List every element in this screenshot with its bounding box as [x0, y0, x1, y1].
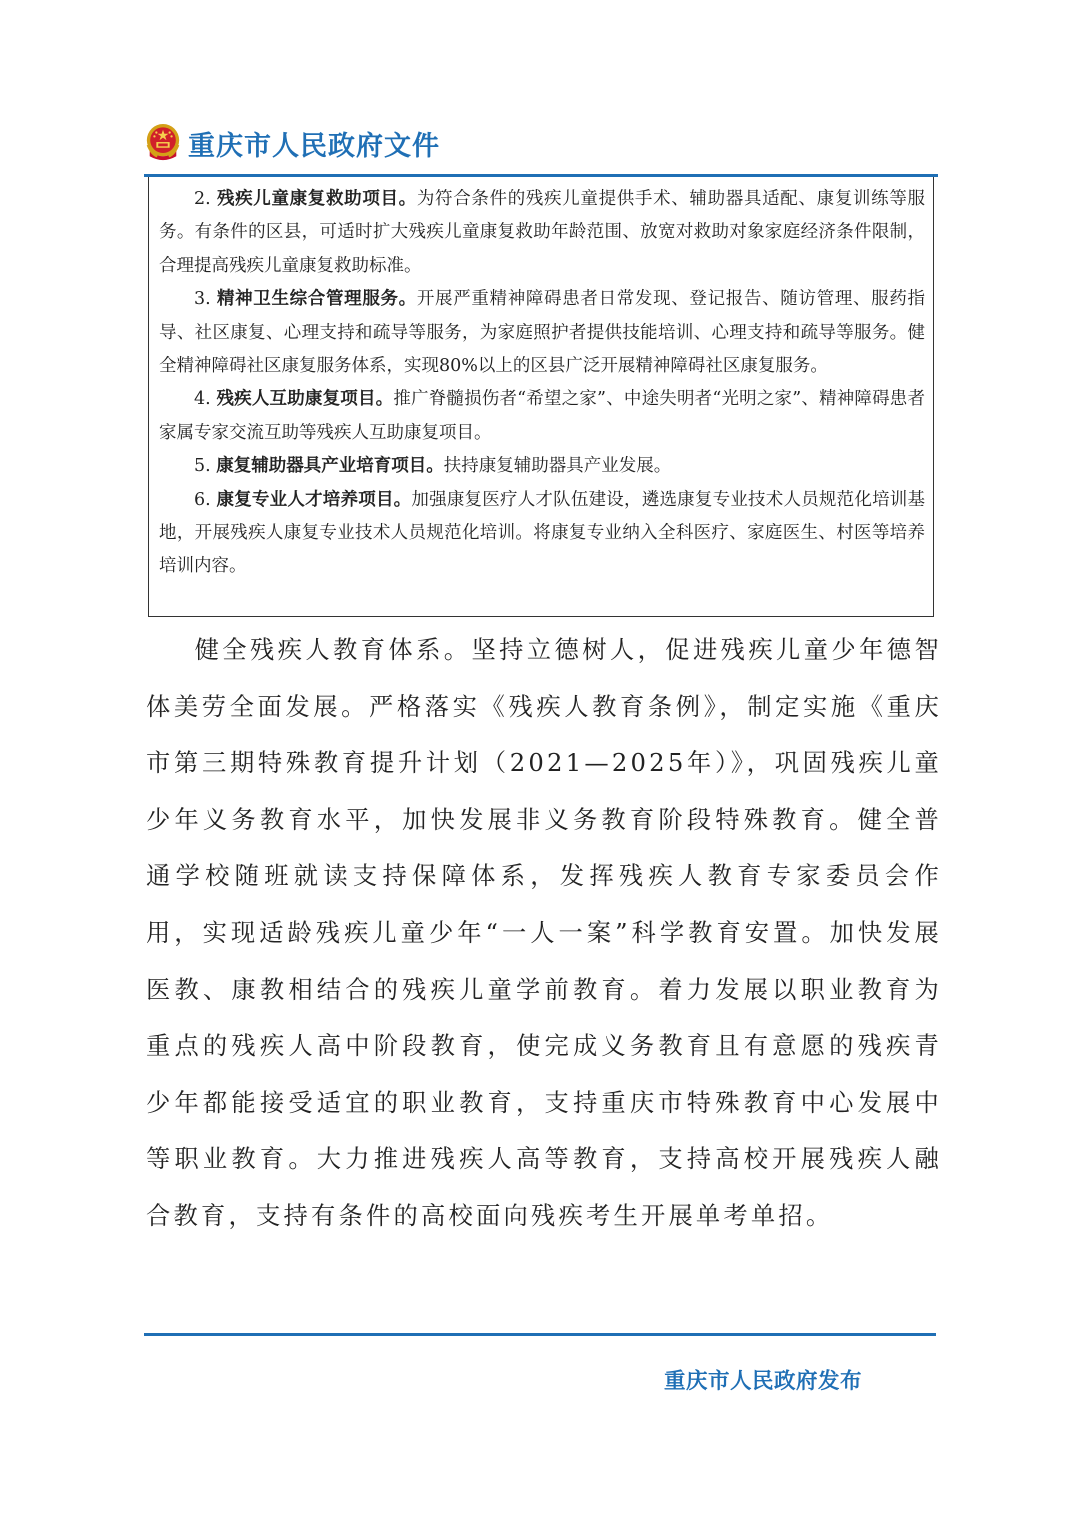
body-paragraph: 健全残疾人教育体系。坚持立德树人，促进残疾儿童少年德智体美劳全面发展。严格落实《残疾人教育条例》，制定实施《重庆市第三期特殊教育提升计划（2021—2025年）》，巩固残疾儿童少年义务教育水平，加快发展非义务教育阶段特殊教育。健全普通学校随班就读支持保障体系，发挥残疾人教育专家委员会作用，实现适龄残疾儿童少年“一人一案”科学教育安置。加快发展医教、康教相结合的残疾儿童学前教育。着力发展以职业教育为重点的残疾人高中阶段教育，使完成义务教育且有意愿的残疾青少年都能接受适宜的职业教育，支持重庆市特殊教育中心发展中等职业教育。大力推进残疾人高等教育，支持高校开展残疾人融合教育，支持有条件的高校面向残疾考生开展单考单招。	[146, 635, 942, 1230]
project-item	[159, 183, 925, 283]
project-item-title: 残疾人互助康复项目。	[216, 389, 394, 410]
project-item	[159, 450, 925, 483]
document-header	[144, 120, 440, 166]
project-item	[159, 484, 925, 584]
project-item-number: 4.	[194, 389, 217, 410]
project-item	[159, 283, 925, 383]
project-item-number: 3.	[194, 289, 217, 310]
project-item-text: 推广脊髓损伤者“希望之家”、中途失明者“光明之家”、精神障碍患者家属专家交流互助等残疾人互助康复项目。	[159, 389, 925, 443]
project-item-number: 5.	[194, 456, 217, 477]
project-item-title: 精神卫生综合管理服务。	[216, 289, 417, 310]
project-item-text: 开展严重精神障碍患者日常发现、登记报告、随访管理、服药指导、社区康复、心理支持和疏导等服务，为家庭照护者提供技能培训、心理支持和疏导等服务。健全精神障碍社区康复服务体系，实现80%以上的区县广泛开展精神障碍社区康复服务。	[159, 289, 926, 377]
project-item-title: 残疾儿童康复救助项目。	[216, 189, 417, 209]
publisher-label: 重庆市人民政府发布	[664, 1369, 863, 1394]
footer-divider	[144, 1333, 936, 1336]
project-item-number: 6.	[194, 489, 217, 510]
project-item-title: 康复辅助器具产业培育项目。	[216, 456, 444, 477]
project-item-title: 康复专业人才培养项目。	[216, 489, 412, 510]
national-emblem-icon	[144, 122, 182, 164]
project-box	[148, 177, 934, 617]
project-item	[159, 383, 925, 450]
project-item-text: 加强康复医疗人才队伍建设，遴选康复专业技术人员规范化培训基地，开展残疾人康复专业技术人员规范化培训。将康复专业纳入全科医疗、家庭医生、村医等培养培训内容。	[159, 489, 926, 577]
document-header-title: 重庆市人民政府文件	[188, 130, 440, 162]
project-item-number: 2.	[194, 189, 217, 209]
project-item-text: 为符合条件的残疾儿童提供手术、辅助器具适配、康复训练等服务。有条件的区县，可适时扩大残疾儿童康复救助年龄范围、放宽对救助对象家庭经济条件限制，合理提高残疾儿童康复救助标准。	[159, 189, 926, 276]
project-item-text: 扶持康复辅助器具产业发展。	[443, 456, 672, 477]
